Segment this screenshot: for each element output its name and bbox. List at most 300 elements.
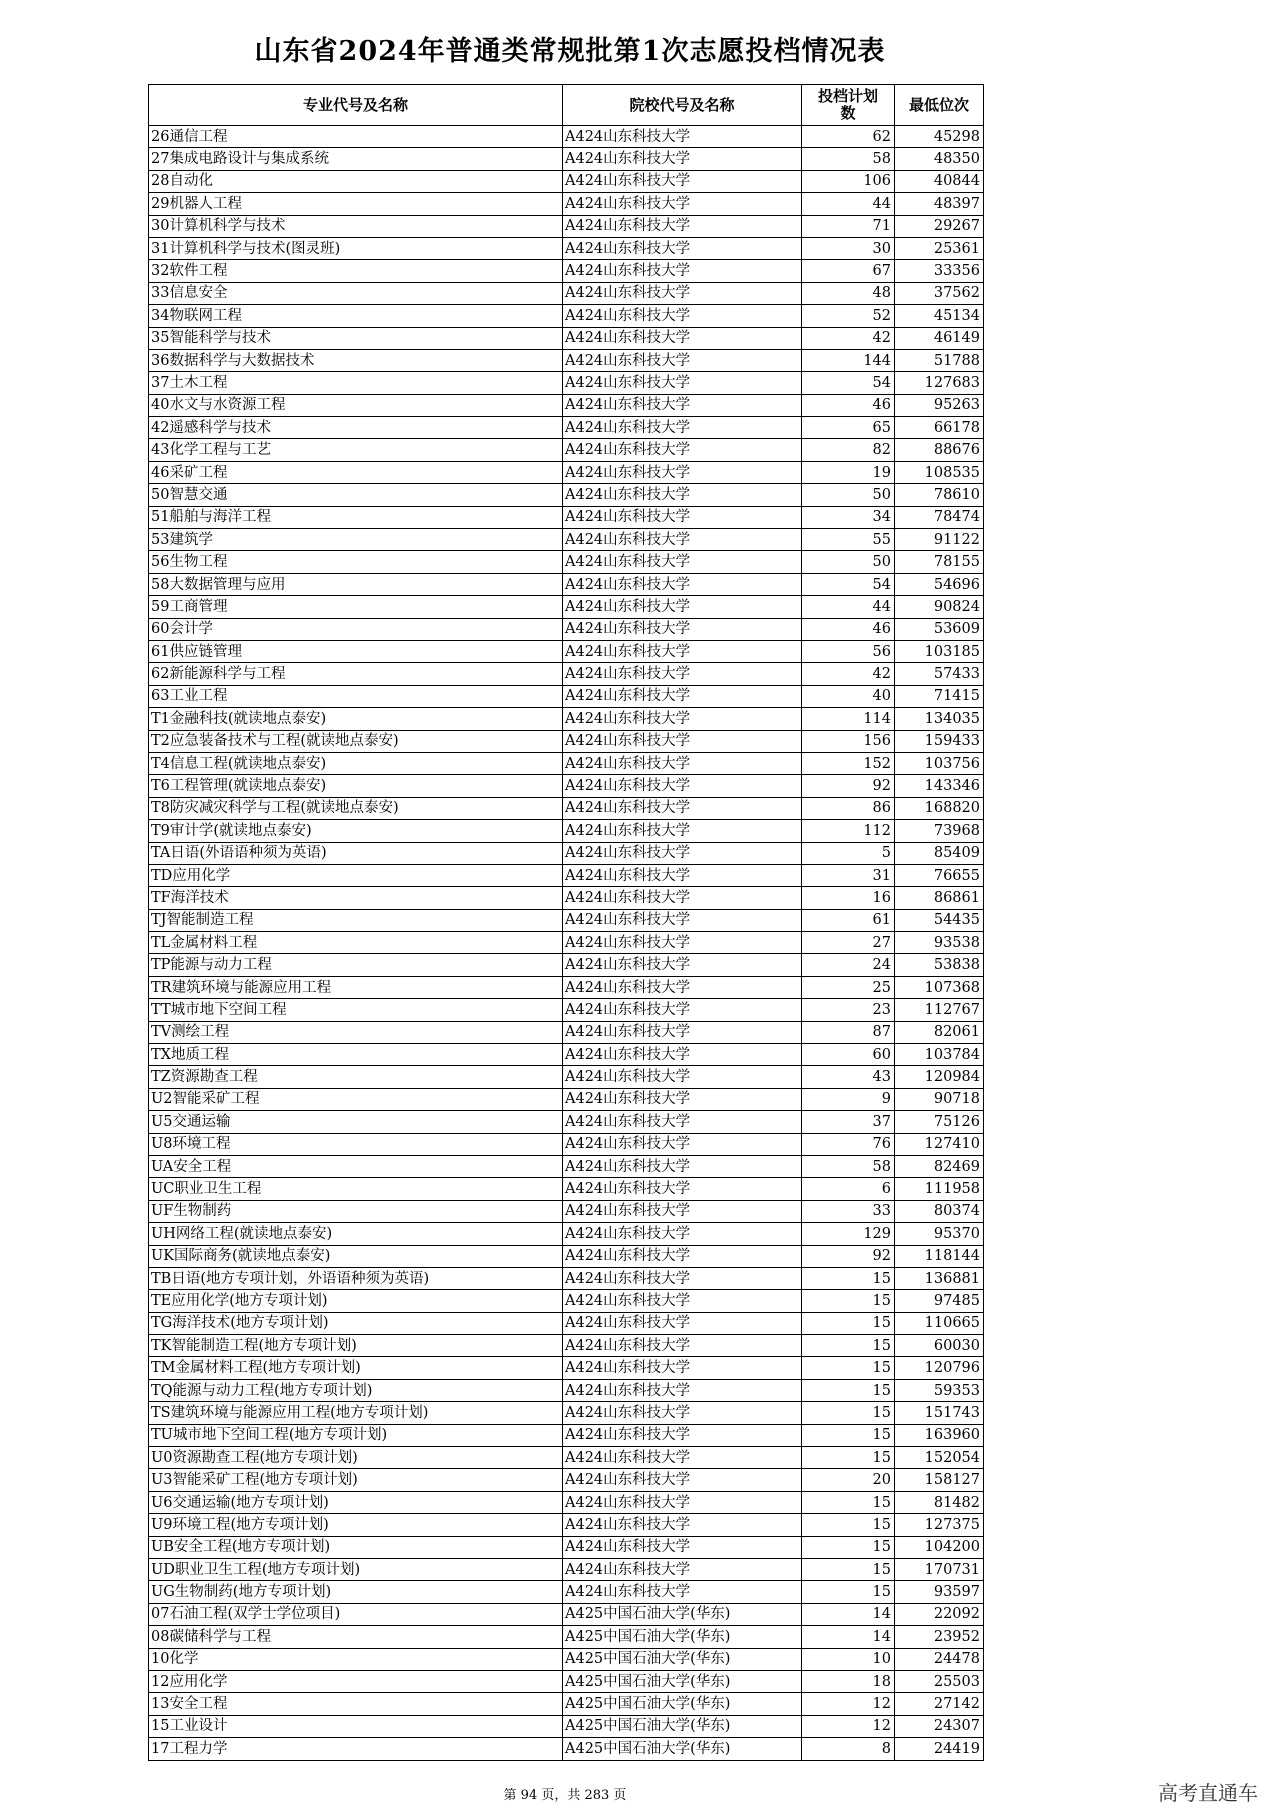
cell-school: A424山东科技大学 [563, 1312, 802, 1334]
cell-min-rank: 90824 [895, 596, 984, 618]
cell-plan: 58 [802, 1155, 895, 1177]
table-row [149, 1626, 984, 1648]
cell-min-rank: 127683 [895, 372, 984, 394]
cell-min-rank: 88676 [895, 439, 984, 461]
cell-plan: 42 [802, 327, 895, 349]
cell-min-rank: 103756 [895, 752, 984, 774]
cell-plan: 5 [802, 842, 895, 864]
cell-school: A424山东科技大学 [563, 551, 802, 573]
header-plan-label: 投档计划数 [817, 87, 878, 122]
cell-school: A424山东科技大学 [563, 976, 802, 998]
header-min-rank: 最低位次 [895, 85, 984, 126]
cell-plan: 62 [802, 126, 895, 148]
cell-school: A424山东科技大学 [563, 1514, 802, 1536]
cell-school: A424山东科技大学 [563, 573, 802, 595]
cell-plan: 24 [802, 954, 895, 976]
cell-school: A424山东科技大学 [563, 148, 802, 170]
cell-plan: 15 [802, 1379, 895, 1401]
cell-plan: 52 [802, 305, 895, 327]
cell-school: A424山东科技大学 [563, 126, 802, 148]
cell-plan: 15 [802, 1402, 895, 1424]
cell-plan: 76 [802, 1133, 895, 1155]
cell-major: TV测绘工程 [149, 1021, 563, 1043]
cell-school: A424山东科技大学 [563, 1133, 802, 1155]
cell-min-rank: 97485 [895, 1290, 984, 1312]
table-row [149, 1536, 984, 1558]
cell-min-rank: 48397 [895, 193, 984, 215]
table-row [149, 372, 984, 394]
page-title: 山东省2024年普通类常规批第1次志愿投档情况表 [254, 36, 886, 67]
cell-school: A424山东科技大学 [563, 439, 802, 461]
cell-min-rank: 75126 [895, 1111, 984, 1133]
table-row [149, 282, 984, 304]
cell-school: A424山东科技大学 [563, 1200, 802, 1222]
cell-plan: 15 [802, 1290, 895, 1312]
cell-plan: 15 [802, 1424, 895, 1446]
cell-major: TX地质工程 [149, 1044, 563, 1066]
cell-plan: 54 [802, 372, 895, 394]
table-row [149, 237, 984, 259]
cell-major: TU城市地下空间工程(地方专项计划) [149, 1424, 563, 1446]
cell-school: A424山东科技大学 [563, 1066, 802, 1088]
cell-school: A424山东科技大学 [563, 1155, 802, 1177]
cell-plan: 15 [802, 1491, 895, 1513]
cell-plan: 15 [802, 1447, 895, 1469]
cell-plan: 156 [802, 730, 895, 752]
cell-school: A424山东科技大学 [563, 417, 802, 439]
cell-plan: 50 [802, 484, 895, 506]
cell-major: 15工业设计 [149, 1715, 563, 1737]
cell-min-rank: 22092 [895, 1603, 984, 1625]
cell-major: UB安全工程(地方专项计划) [149, 1536, 563, 1558]
cell-min-rank: 127375 [895, 1514, 984, 1536]
cell-school: A424山东科技大学 [563, 596, 802, 618]
table-row [149, 1223, 984, 1245]
table-row [149, 1044, 984, 1066]
cell-plan: 46 [802, 618, 895, 640]
cell-min-rank: 111958 [895, 1178, 984, 1200]
table-row [149, 1088, 984, 1110]
table-row [149, 1021, 984, 1043]
cell-min-rank: 93597 [895, 1581, 984, 1603]
cell-school: A424山东科技大学 [563, 1491, 802, 1513]
cell-major: 32软件工程 [149, 260, 563, 282]
cell-min-rank: 57433 [895, 663, 984, 685]
table-row [149, 999, 984, 1021]
cell-plan: 92 [802, 1245, 895, 1267]
cell-major: TT城市地下空间工程 [149, 999, 563, 1021]
cell-plan: 14 [802, 1603, 895, 1625]
cell-major: 59工商管理 [149, 596, 563, 618]
cell-major: TA日语(外语语种须为英语) [149, 842, 563, 864]
table-row [149, 1447, 984, 1469]
table-row [149, 1335, 984, 1357]
cell-min-rank: 158127 [895, 1469, 984, 1491]
cell-major: 50智慧交通 [149, 484, 563, 506]
header-school: 院校代号及名称 [563, 85, 802, 126]
cell-major: 60会计学 [149, 618, 563, 640]
cell-min-rank: 76655 [895, 864, 984, 886]
cell-school: A424山东科技大学 [563, 1021, 802, 1043]
cell-major: U2智能采矿工程 [149, 1088, 563, 1110]
cell-school: A424山东科技大学 [563, 1469, 802, 1491]
cell-plan: 6 [802, 1178, 895, 1200]
cell-school: A424山东科技大学 [563, 1402, 802, 1424]
cell-major: 33信息安全 [149, 282, 563, 304]
table-row [149, 797, 984, 819]
cell-school: A424山东科技大学 [563, 1088, 802, 1110]
cell-plan: 12 [802, 1715, 895, 1737]
table-row [149, 640, 984, 662]
cell-major: TD应用化学 [149, 864, 563, 886]
cell-school: A425中国石油大学(华东) [563, 1626, 802, 1648]
cell-plan: 65 [802, 417, 895, 439]
table-row [149, 1245, 984, 1267]
table-row [149, 260, 984, 282]
cell-school: A424山东科技大学 [563, 1267, 802, 1289]
cell-school: A425中国石油大学(华东) [563, 1738, 802, 1760]
table-row [149, 1379, 984, 1401]
cell-major: 58大数据管理与应用 [149, 573, 563, 595]
cell-major: 61供应链管理 [149, 640, 563, 662]
cell-plan: 15 [802, 1335, 895, 1357]
cell-school: A424山东科技大学 [563, 349, 802, 371]
cell-plan: 67 [802, 260, 895, 282]
cell-plan: 61 [802, 909, 895, 931]
cell-school: A425中国石油大学(华东) [563, 1670, 802, 1692]
cell-school: A424山东科技大学 [563, 797, 802, 819]
table-row [149, 842, 984, 864]
cell-plan: 15 [802, 1559, 895, 1581]
cell-plan: 58 [802, 148, 895, 170]
table-row [149, 596, 984, 618]
cell-major: T1金融科技(就读地点泰安) [149, 708, 563, 730]
cell-plan: 23 [802, 999, 895, 1021]
cell-min-rank: 78474 [895, 506, 984, 528]
watermark: 高考直通车 [1158, 1781, 1258, 1805]
cell-plan: 54 [802, 573, 895, 595]
table-row [149, 439, 984, 461]
cell-plan: 15 [802, 1536, 895, 1558]
page-number: 第 94 页，共 283 页 [503, 1788, 627, 1803]
cell-major: UK国际商务(就读地点泰安) [149, 1245, 563, 1267]
cell-major: TL金属材料工程 [149, 932, 563, 954]
cell-major: 43化学工程与工艺 [149, 439, 563, 461]
cell-school: A424山东科技大学 [563, 506, 802, 528]
cell-major: 28自动化 [149, 170, 563, 192]
cell-plan: 14 [802, 1626, 895, 1648]
cell-school: A424山东科技大学 [563, 1536, 802, 1558]
cell-plan: 34 [802, 506, 895, 528]
cell-school: A424山东科技大学 [563, 170, 802, 192]
table-row [149, 417, 984, 439]
cell-min-rank: 108535 [895, 461, 984, 483]
cell-min-rank: 24478 [895, 1648, 984, 1670]
cell-school: A424山东科技大学 [563, 820, 802, 842]
cell-min-rank: 118144 [895, 1245, 984, 1267]
cell-min-rank: 78155 [895, 551, 984, 573]
table-row [149, 618, 984, 640]
cell-plan: 92 [802, 775, 895, 797]
cell-plan: 55 [802, 529, 895, 551]
cell-major: TS建筑环境与能源应用工程(地方专项计划) [149, 1402, 563, 1424]
cell-major: U9环境工程(地方专项计划) [149, 1514, 563, 1536]
cell-major: 42遥感科学与技术 [149, 417, 563, 439]
cell-plan: 71 [802, 215, 895, 237]
cell-min-rank: 37562 [895, 282, 984, 304]
cell-min-rank: 24307 [895, 1715, 984, 1737]
cell-min-rank: 134035 [895, 708, 984, 730]
cell-min-rank: 29267 [895, 215, 984, 237]
cell-min-rank: 103185 [895, 640, 984, 662]
cell-min-rank: 40844 [895, 170, 984, 192]
cell-min-rank: 51788 [895, 349, 984, 371]
cell-major: TZ资源勘查工程 [149, 1066, 563, 1088]
cell-major: 35智能科学与技术 [149, 327, 563, 349]
cell-major: U5交通运输 [149, 1111, 563, 1133]
table-row [149, 1559, 984, 1581]
cell-min-rank: 136881 [895, 1267, 984, 1289]
table-header-row [149, 85, 984, 126]
cell-major: TQ能源与动力工程(地方专项计划) [149, 1379, 563, 1401]
cell-min-rank: 78610 [895, 484, 984, 506]
table-row [149, 1648, 984, 1670]
cell-min-rank: 45134 [895, 305, 984, 327]
cell-min-rank: 85409 [895, 842, 984, 864]
cell-school: A424山东科技大学 [563, 887, 802, 909]
cell-major: TK智能制造工程(地方专项计划) [149, 1335, 563, 1357]
cell-plan: 20 [802, 1469, 895, 1491]
cell-school: A424山东科技大学 [563, 1357, 802, 1379]
cell-school: A424山东科技大学 [563, 1290, 802, 1312]
cell-major: 12应用化学 [149, 1670, 563, 1692]
cell-plan: 25 [802, 976, 895, 998]
table-row [149, 327, 984, 349]
cell-min-rank: 120984 [895, 1066, 984, 1088]
cell-plan: 50 [802, 551, 895, 573]
cell-school: A424山东科技大学 [563, 305, 802, 327]
cell-school: A424山东科技大学 [563, 484, 802, 506]
cell-plan: 30 [802, 237, 895, 259]
cell-plan: 18 [802, 1670, 895, 1692]
cell-major: 37土木工程 [149, 372, 563, 394]
table-row [149, 1200, 984, 1222]
cell-major: U3智能采矿工程(地方专项计划) [149, 1469, 563, 1491]
cell-min-rank: 71415 [895, 685, 984, 707]
cell-major: 08碳储科学与工程 [149, 1626, 563, 1648]
cell-plan: 15 [802, 1357, 895, 1379]
cell-major: 46采矿工程 [149, 461, 563, 483]
cell-major: T9审计学(就读地点泰安) [149, 820, 563, 842]
cell-plan: 19 [802, 461, 895, 483]
cell-min-rank: 59353 [895, 1379, 984, 1401]
cell-school: A424山东科技大学 [563, 1223, 802, 1245]
cell-min-rank: 48350 [895, 148, 984, 170]
cell-min-rank: 54435 [895, 909, 984, 931]
cell-major: T4信息工程(就读地点泰安) [149, 752, 563, 774]
cell-major: 13安全工程 [149, 1693, 563, 1715]
cell-min-rank: 86861 [895, 887, 984, 909]
table-row [149, 1514, 984, 1536]
cell-major: UH网络工程(就读地点泰安) [149, 1223, 563, 1245]
cell-school: A424山东科技大学 [563, 842, 802, 864]
table-row [149, 1738, 984, 1760]
cell-school: A424山东科技大学 [563, 730, 802, 752]
table-row [149, 1670, 984, 1692]
cell-plan: 43 [802, 1066, 895, 1088]
table-row [149, 752, 984, 774]
cell-plan: 152 [802, 752, 895, 774]
cell-plan: 9 [802, 1088, 895, 1110]
table-row [149, 1267, 984, 1289]
cell-major: 26通信工程 [149, 126, 563, 148]
cell-min-rank: 81482 [895, 1491, 984, 1513]
cell-min-rank: 93538 [895, 932, 984, 954]
table-row [149, 1066, 984, 1088]
cell-major: TB日语(地方专项计划，外语语种须为英语) [149, 1267, 563, 1289]
cell-school: A424山东科技大学 [563, 999, 802, 1021]
cell-school: A425中国石油大学(华东) [563, 1603, 802, 1625]
cell-min-rank: 53609 [895, 618, 984, 640]
cell-min-rank: 95370 [895, 1223, 984, 1245]
cell-plan: 16 [802, 887, 895, 909]
table-row [149, 775, 984, 797]
cell-school: A424山东科技大学 [563, 327, 802, 349]
cell-major: TR建筑环境与能源应用工程 [149, 976, 563, 998]
table-row [149, 484, 984, 506]
cell-min-rank: 60030 [895, 1335, 984, 1357]
table-row [149, 461, 984, 483]
table-row [149, 1155, 984, 1177]
cell-school: A424山东科技大学 [563, 1379, 802, 1401]
cell-plan: 86 [802, 797, 895, 819]
table-body [149, 126, 984, 1761]
table-row [149, 349, 984, 371]
table-row [149, 730, 984, 752]
table-row [149, 126, 984, 148]
cell-plan: 27 [802, 932, 895, 954]
cell-min-rank: 33356 [895, 260, 984, 282]
cell-min-rank: 170731 [895, 1559, 984, 1581]
cell-min-rank: 151743 [895, 1402, 984, 1424]
cell-plan: 112 [802, 820, 895, 842]
table-row [149, 1178, 984, 1200]
cell-school: A424山东科技大学 [563, 954, 802, 976]
table-row [149, 1693, 984, 1715]
cell-school: A424山东科技大学 [563, 193, 802, 215]
cell-min-rank: 110665 [895, 1312, 984, 1334]
table-row [149, 1715, 984, 1737]
cell-school: A424山东科技大学 [563, 864, 802, 886]
table-row [149, 1491, 984, 1513]
cell-min-rank: 23952 [895, 1626, 984, 1648]
cell-plan: 46 [802, 394, 895, 416]
cell-school: A424山东科技大学 [563, 1044, 802, 1066]
cell-min-rank: 25361 [895, 237, 984, 259]
cell-school: A424山东科技大学 [563, 282, 802, 304]
cell-school: A425中国石油大学(华东) [563, 1648, 802, 1670]
admission-table [148, 84, 984, 1761]
table-row [149, 573, 984, 595]
cell-major: 29机器人工程 [149, 193, 563, 215]
cell-school: A424山东科技大学 [563, 1559, 802, 1581]
table-row [149, 1111, 984, 1133]
cell-min-rank: 163960 [895, 1424, 984, 1446]
table-row [149, 1357, 984, 1379]
cell-min-rank: 120796 [895, 1357, 984, 1379]
cell-major: UC职业卫生工程 [149, 1178, 563, 1200]
cell-school: A424山东科技大学 [563, 663, 802, 685]
table-row [149, 909, 984, 931]
cell-plan: 31 [802, 864, 895, 886]
table-row [149, 1133, 984, 1155]
cell-min-rank: 24419 [895, 1738, 984, 1760]
cell-major: UG生物制药(地方专项计划) [149, 1581, 563, 1603]
cell-school: A424山东科技大学 [563, 685, 802, 707]
cell-school: A424山东科技大学 [563, 752, 802, 774]
cell-plan: 114 [802, 708, 895, 730]
cell-school: A424山东科技大学 [563, 618, 802, 640]
cell-min-rank: 25503 [895, 1670, 984, 1692]
cell-plan: 8 [802, 1738, 895, 1760]
cell-school: A424山东科技大学 [563, 932, 802, 954]
cell-min-rank: 143346 [895, 775, 984, 797]
cell-major: 53建筑学 [149, 529, 563, 551]
cell-major: 27集成电路设计与集成系统 [149, 148, 563, 170]
table-row [149, 1603, 984, 1625]
cell-min-rank: 127410 [895, 1133, 984, 1155]
table-row [149, 551, 984, 573]
cell-min-rank: 159433 [895, 730, 984, 752]
cell-plan: 129 [802, 1223, 895, 1245]
cell-school: A424山东科技大学 [563, 775, 802, 797]
cell-min-rank: 73968 [895, 820, 984, 842]
cell-major: 10化学 [149, 1648, 563, 1670]
cell-school: A424山东科技大学 [563, 1581, 802, 1603]
cell-plan: 37 [802, 1111, 895, 1133]
table-row [149, 1312, 984, 1334]
cell-school: A424山东科技大学 [563, 260, 802, 282]
cell-school: A424山东科技大学 [563, 237, 802, 259]
cell-plan: 40 [802, 685, 895, 707]
cell-min-rank: 90718 [895, 1088, 984, 1110]
cell-major: TJ智能制造工程 [149, 909, 563, 931]
table-row [149, 820, 984, 842]
cell-major: T8防灾减灾科学与工程(就读地点泰安) [149, 797, 563, 819]
table-row [149, 685, 984, 707]
cell-plan: 144 [802, 349, 895, 371]
cell-school: A424山东科技大学 [563, 1245, 802, 1267]
header-major: 专业代号及名称 [149, 85, 563, 126]
cell-plan: 106 [802, 170, 895, 192]
cell-major: 62新能源科学与工程 [149, 663, 563, 685]
cell-major: 34物联网工程 [149, 305, 563, 327]
header-plan [802, 85, 895, 126]
table-row [149, 193, 984, 215]
cell-plan: 82 [802, 439, 895, 461]
cell-min-rank: 45298 [895, 126, 984, 148]
cell-major: 63工业工程 [149, 685, 563, 707]
cell-min-rank: 168820 [895, 797, 984, 819]
cell-plan: 42 [802, 663, 895, 685]
cell-major: UA安全工程 [149, 1155, 563, 1177]
cell-plan: 56 [802, 640, 895, 662]
cell-school: A424山东科技大学 [563, 909, 802, 931]
cell-min-rank: 104200 [895, 1536, 984, 1558]
table-row [149, 529, 984, 551]
cell-major: T2应急装备技术与工程(就读地点泰安) [149, 730, 563, 752]
cell-plan: 44 [802, 193, 895, 215]
